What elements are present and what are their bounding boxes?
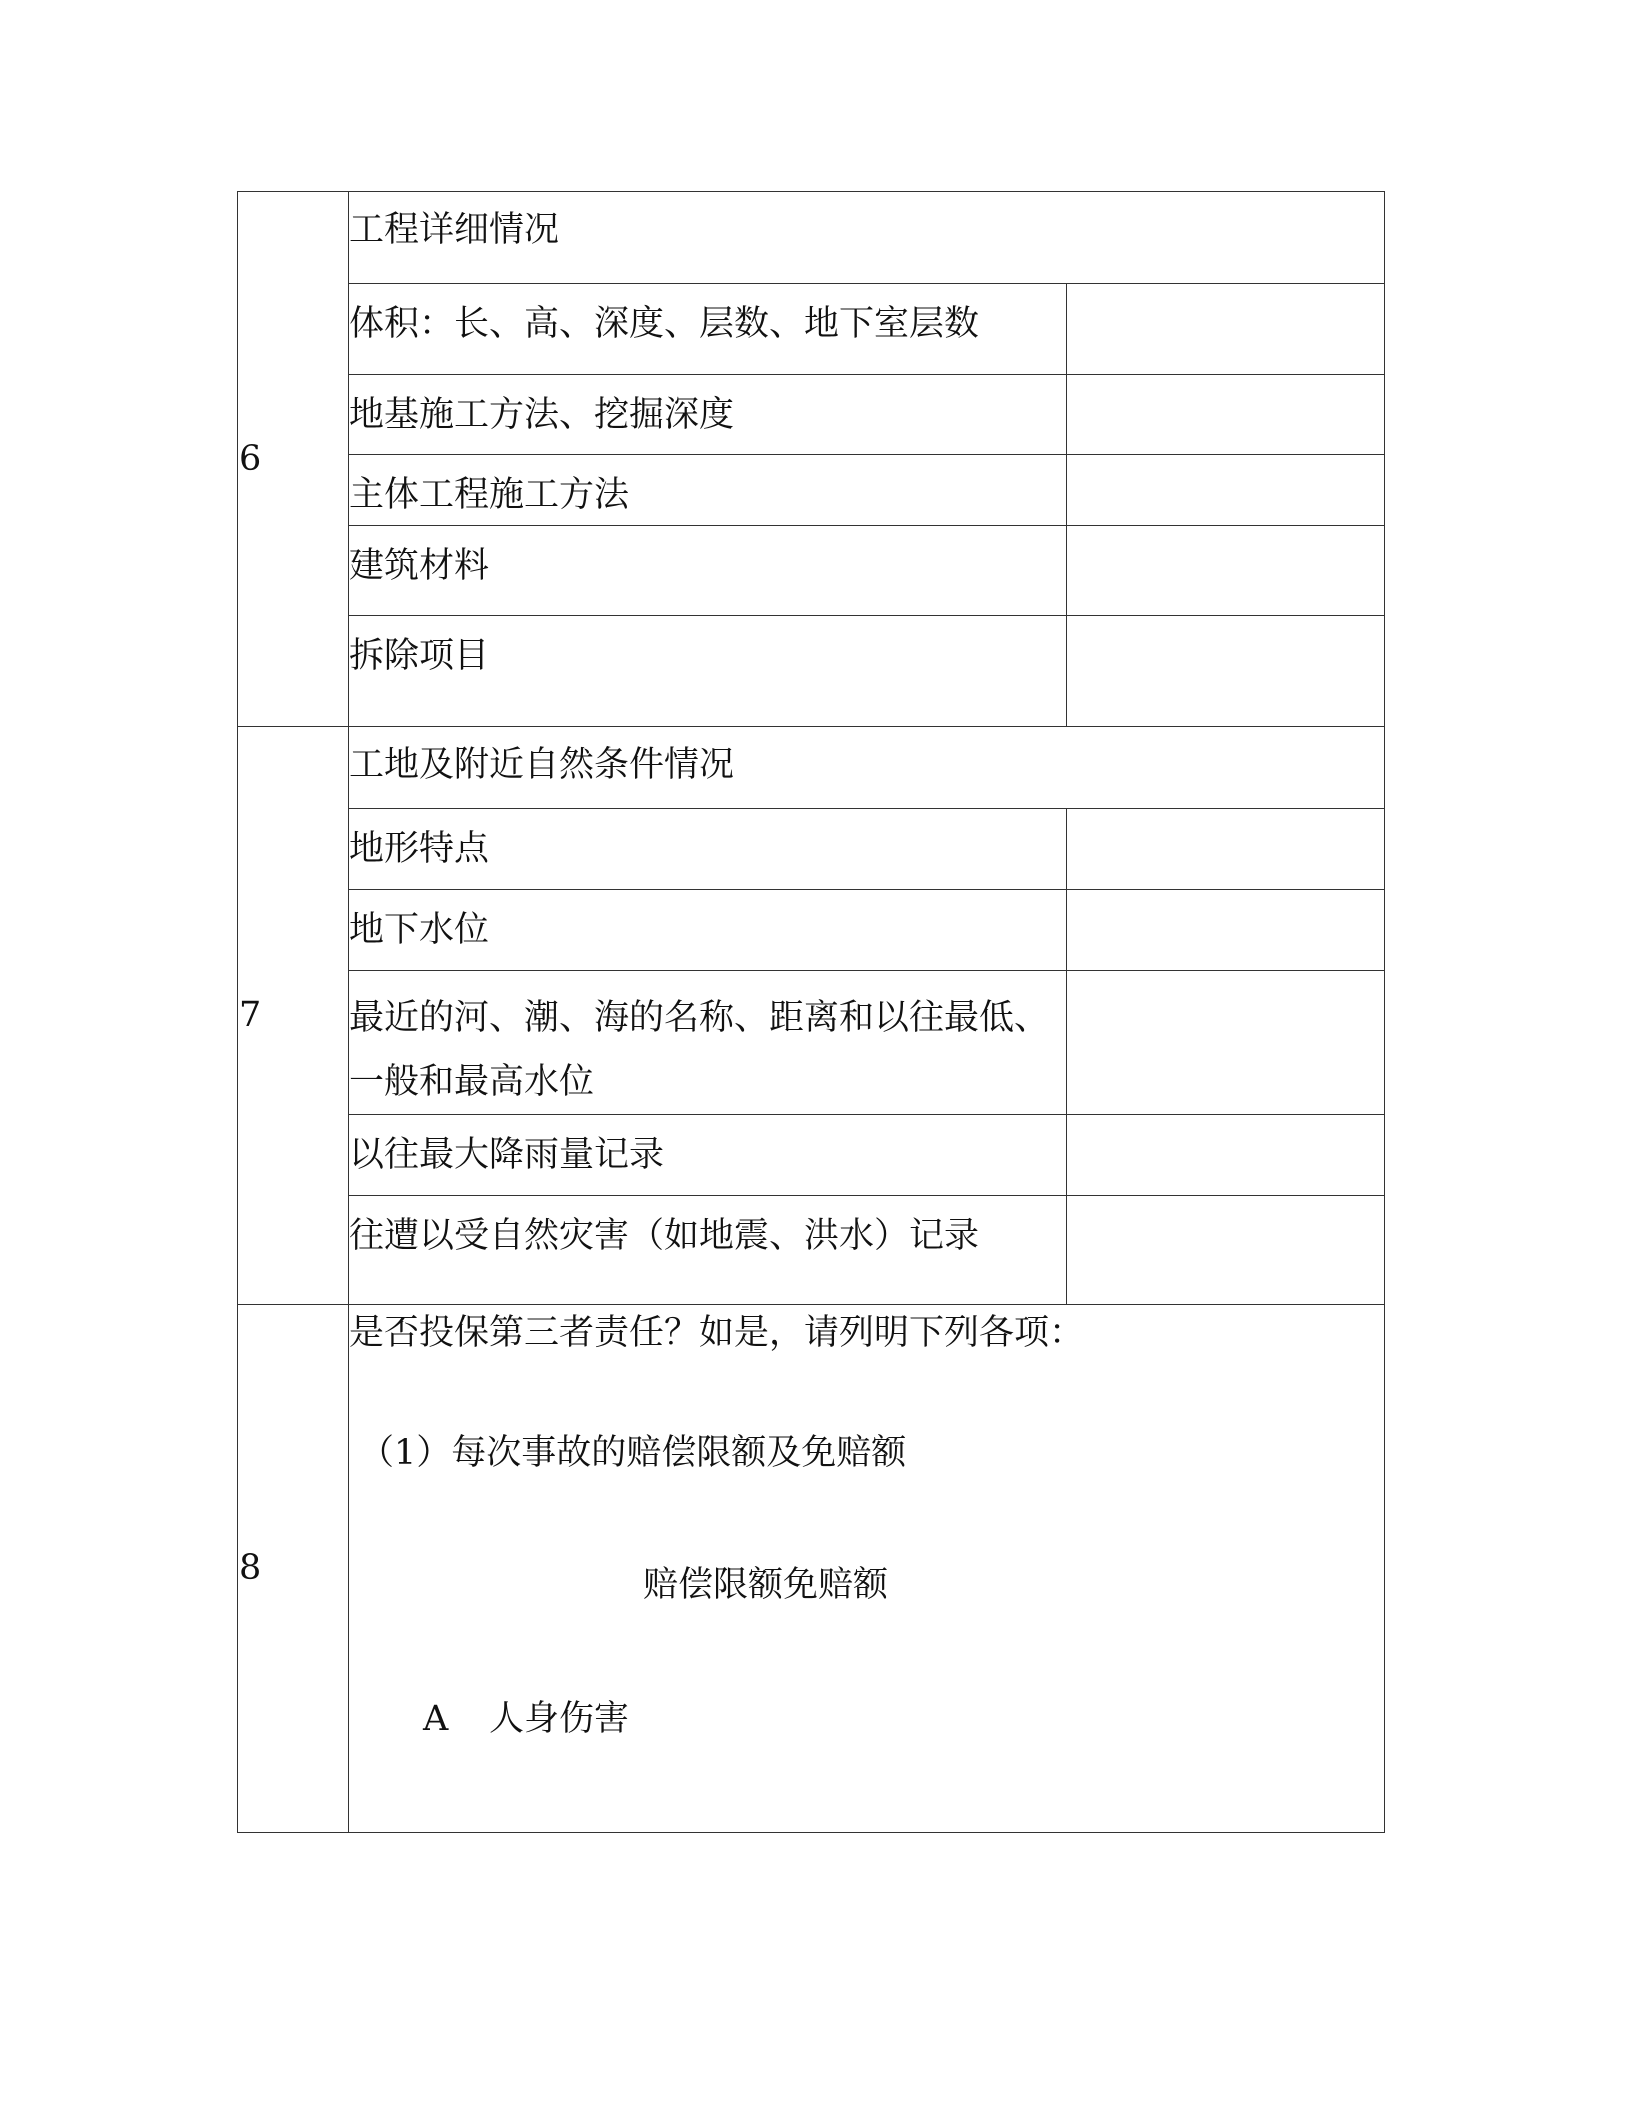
row-a-label: 人身伤害 xyxy=(489,1699,630,1740)
section-7-header: 工地及附近自然条件情况 xyxy=(349,727,1385,809)
row-label-terrain: 地形特点 xyxy=(349,809,1067,890)
item-1-label: （1）每次事故的赔偿限额及免赔额 xyxy=(359,1433,907,1474)
row-label-building-materials: 建筑材料 xyxy=(349,526,1067,616)
row-label-disasters: 往遭以受自然灾害（如地震、洪水）记录 xyxy=(349,1196,1067,1305)
section-number-8: 8 xyxy=(238,1305,349,1833)
row-value-foundation-method[interactable] xyxy=(1067,375,1385,455)
row-label-demolition: 拆除项目 xyxy=(349,616,1067,727)
row-value-demolition[interactable] xyxy=(1067,616,1385,727)
section-6-header: 工程详细情况 xyxy=(349,192,1385,284)
section-number-7: 7 xyxy=(238,727,349,1305)
row-value-building-materials[interactable] xyxy=(1067,526,1385,616)
row-value-main-construction[interactable] xyxy=(1067,455,1385,526)
row-value-volume[interactable] xyxy=(1067,284,1385,375)
section-number-6: 6 xyxy=(238,192,349,727)
row-label-main-construction: 主体工程施工方法 xyxy=(349,455,1067,526)
row-label-foundation-method: 地基施工方法、挖掘深度 xyxy=(349,375,1067,455)
row-value-terrain[interactable] xyxy=(1067,809,1385,890)
row-value-groundwater[interactable] xyxy=(1067,890,1385,971)
row-a-letter: A xyxy=(423,1699,449,1740)
row-label-nearest-water: 最近的河、潮、海的名称、距离和以往最低、一般和最高水位 xyxy=(349,971,1067,1115)
columns-heading: 赔偿限额免赔额 xyxy=(643,1565,889,1606)
row-value-rainfall[interactable] xyxy=(1067,1115,1385,1196)
insurance-form-table xyxy=(237,191,1385,1833)
row-value-nearest-water[interactable] xyxy=(1067,971,1385,1115)
row-label-groundwater: 地下水位 xyxy=(349,890,1067,971)
row-label-rainfall: 以往最大降雨量记录 xyxy=(349,1115,1067,1196)
section-8-content xyxy=(349,1305,1385,1833)
row-value-disasters[interactable] xyxy=(1067,1196,1385,1305)
row-label-volume: 体积：长、高、深度、层数、地下室层数 xyxy=(349,284,1067,375)
third-party-question: 是否投保第三者责任？如是，请列明下列各项： xyxy=(349,1313,1085,1354)
